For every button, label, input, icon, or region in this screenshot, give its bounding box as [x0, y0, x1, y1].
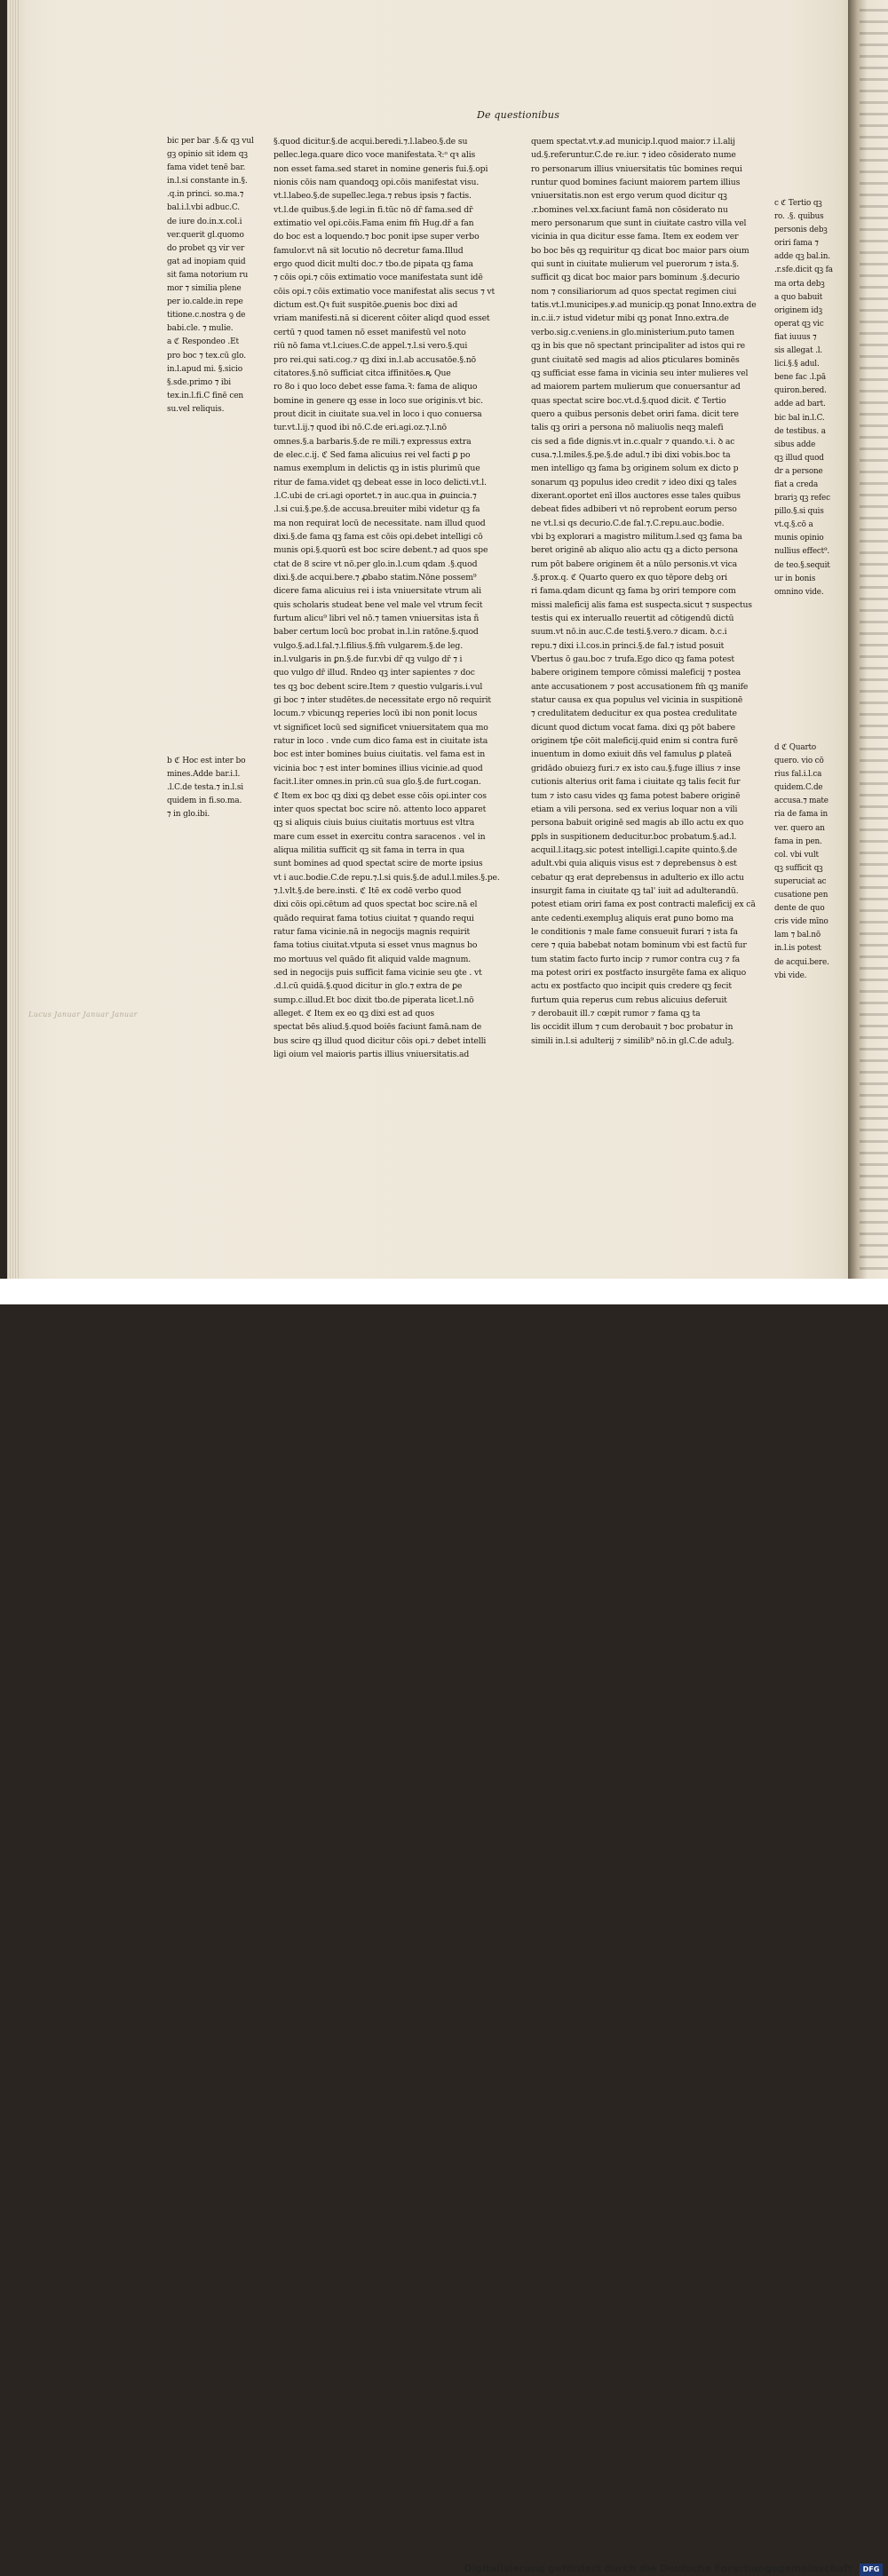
text-line: §.sde.primo ⁊ ibi [167, 377, 231, 387]
text-line: rius fal.i.l.ca [774, 770, 822, 780]
text-line: fama totius ciuitat.vtputa si esset vnus magnus bo [274, 940, 478, 951]
text-line: vt.l.de quibus.§.de legi.in fi.tūc nō dr̄ fama.sed dr̄ [274, 204, 473, 215]
text-line: debeat fides adbiberi vt nō reprobent eorum perso [531, 504, 737, 515]
text-line: titione.c.nostra ꝯ de [167, 311, 246, 321]
text-line: gi boc ⁊ inter studētes.de necessitate ergo nō requirit [274, 695, 492, 706]
text-line: vt i auc.bodie.C.de repu.⁊.l.si quis.§.de adul.l.miles.§.pe. [274, 872, 500, 883]
text-line: inuentum in domo exiuit dn̄s vel famulus ꝑ plateā [531, 749, 732, 760]
text-line: oriri fama ⁊ [774, 239, 819, 249]
text-line: bic bal in.l.C. [774, 413, 825, 423]
text-line: superuciat ac [774, 876, 827, 886]
text-line: .l.C.ubi de cri.agi oportet.⁊ in auc.qua in ꝓuincia.⁊ [274, 490, 477, 501]
text-line: sunt bomines ad quod spectat scire de morte ipsius [274, 859, 483, 869]
digitization-footer-bar [0, 1279, 888, 2574]
text-line: dr a persone [774, 466, 823, 476]
text-line: dixerant.oportet enī illos auctores esse tales quibus [531, 490, 741, 501]
text-line: babi.cle. ⁊ mulie. [167, 324, 234, 334]
text-line: aliqua militia sufficit qꝫ sit fama in terra in qua [274, 844, 465, 855]
text-line: qꝫ sufficit qꝫ [774, 863, 823, 873]
text-line: locum.⁊ vbicunqꝫ reperies locū ibi non ponit locus [274, 709, 478, 719]
text-line: ⁊ credulitatem deducitur ex qua postea credulitate [531, 709, 737, 719]
text-line: nionis cōis nam quandoqꝫ opi.cōis manifestat visu. [274, 178, 480, 188]
text-line: fama in pen. [774, 836, 822, 846]
text-line: ud.§.referuntur.C.de re.iur. ⁊ ideo cōsiderato nume [531, 150, 736, 161]
text-line: ratur fama vicinie.nā in negocijs magnis requirit [274, 926, 471, 937]
text-line: bic per bar .§.& qꝫ vul [167, 137, 254, 146]
text-line: vt.q.§.cō a [774, 520, 813, 530]
text-line: gunt ciuitatē sed magis ad alios ꝑticulares bominēs [531, 354, 740, 365]
text-line: col. vbi vult [774, 850, 819, 860]
text-line: ri fama.qdam dicunt qꝫ fama bꝫ oriri tempore com [531, 586, 736, 597]
text-line: quis scholaris studeat bene vel male vel vtrum fecit [274, 599, 483, 610]
text-line: boc est inter bomines buius ciuitatis. vel fama est in [274, 749, 486, 760]
text-line: sit fama notorium ru [167, 270, 249, 280]
text-line: famulor.vt nā sit locutio nō decretur fama.Illud [274, 245, 464, 256]
text-line: do boc est a loquendo.⁊ boc ponit ipse super verbo [274, 232, 480, 242]
text-line: mare cum esset in exercitu contra saracenos . vel in [274, 831, 486, 842]
text-line: fiat a creda [774, 480, 819, 489]
text-line: ma non requirat locū de necessitate. nam illud quod [274, 518, 486, 528]
text-line: do probet qꝫ vir ver [167, 243, 245, 253]
text-line: de teo.§.sequit [774, 560, 830, 570]
text-line: dictum est.Qꝛ fuit suspitōe.ꝑuenis boc dixi ad [274, 300, 458, 311]
text-line: non esset fama.sed staret in nomine generis fui.§.opi [274, 163, 488, 174]
text-line: munis opi.§.quorū est boc scire debent.⁊ ad quos spe [274, 545, 488, 556]
text-line: qꝫ in bis que nō spectant principaliter ad istos qui re [531, 341, 745, 352]
text-line: nom ⁊ consiliariorum ad quos spectat regimen ciui [531, 286, 737, 297]
text-line: extimatio vel opi.cōis.Fama enim fm̄ Hug.dr̄ a fan [274, 218, 474, 229]
text-line: §.quod dicitur.§.de acqui.beredi.⁊.l.labeo.§.de su [274, 137, 468, 147]
text-line: prout dicit in ciuitate sua.vel in loco i quo conuersa [274, 408, 482, 419]
text-line: vt significet locū sed significet vniuersitatem qua mo [274, 722, 488, 733]
text-line: .l.C.de testa.⁊ in.l.si [167, 783, 244, 793]
text-line: in.c.ii.⁊ istud videtur mibi qꝫ ponat Inno.extra.de [531, 313, 729, 324]
text-line: su.vel reliquis. [167, 404, 225, 414]
text-line: ne vt.l.si qs decurio.C.de fal.⁊.C.repu.auc.bodie. [531, 518, 725, 528]
text-line: d ℭ Quarto [774, 743, 817, 752]
text-line: mo mortuus vel quādo fit aliquid valde magnum. [274, 954, 472, 964]
text-line: citatores.§.nō sufficiat citca iffinitōes.ꝶ Que [274, 368, 451, 378]
text-line: vniuersitatis.non est ergo verum quod dicitur qꝫ [531, 191, 727, 202]
text-line: quiron.bered. [774, 386, 827, 396]
text-line: actu ex postfacto quo incipit quis credere qꝫ fecit [531, 981, 732, 992]
text-line: nullius effect⁹. [774, 547, 830, 557]
text-line: furtum quia reperus cum rebus alicuius deferuit [531, 995, 727, 1005]
text-line: .l.si cui.§.pe.§.de accusa.breuiter mibi videtur qꝫ fa [274, 504, 480, 515]
text-line: missi maleficij alis fama est suspecta.sicut ⁊ suspectus [531, 599, 752, 610]
text-line: furtum alicu⁹ libri vel nō.⁊ tamen vniuersitas ista ñ [274, 614, 480, 624]
text-line: fiat iuuus ⁊ [774, 332, 817, 342]
text-line: originem idꝫ [774, 305, 822, 315]
text-line: men intelligo qꝫ fama bꝫ originem solum ex dicto p [531, 464, 739, 474]
text-line: qꝫ illud quod [774, 453, 824, 463]
main-text-column-2 [531, 135, 769, 1048]
text-line: spectat bēs aliud.§.quod boiēs faciunt famā.nam de [274, 1022, 482, 1033]
text-line: cere ⁊ quia babebat notam bominum vbi est factū fur [531, 940, 747, 951]
text-line: de elec.c.ij. ℭ Sed fama alicuius rei vel facti ꝑ po [274, 449, 471, 460]
text-line: runtur quod bomines faciunt maiorem partem illius [531, 178, 741, 188]
text-line: ma orta debꝫ [774, 279, 825, 289]
text-line: facit.l.iter omnes.in prin.cū sua glo.§.de furt.cogan. [274, 777, 481, 788]
text-line: pillo.§.si quis [774, 507, 824, 517]
text-line: quidem in fi.so.ma. [167, 797, 242, 806]
text-line: pellec.lega.quare dico voce manifestata.Ꝛ:ᵒ qꝛ alis [274, 150, 476, 161]
text-line: .q.in princi. so.ma.⁊ [167, 190, 244, 200]
text-line: vicinia boc ⁊ est inter bomines illius vicinie.ad quod [274, 763, 483, 773]
text-line: adult.vbi quia aliquis visus est ⁊ deprebensus ꝺ est [531, 859, 737, 869]
text-line: repu.⁊ dixi i.l.cos.in princi.§.de fal.⁊ istud posuit [531, 640, 725, 651]
text-line: per io.calde.in repe [167, 297, 243, 307]
handwritten-margin-note: Lucus Januar Januar Januar [28, 1011, 138, 1019]
text-line: tum statim facto furto incip ⁊ rumor contra cuꝫ ⁊ fa [531, 954, 741, 964]
text-line: ratur in loco . vnde cum dico fama est in ciuitate ista [274, 736, 488, 747]
text-line: ante cedenti.exempluꝫ aliquis erat ꝑuno bomo ma [531, 913, 733, 923]
text-line: adde qꝫ bal.in. [774, 252, 830, 262]
gloss-right-top [774, 197, 845, 599]
text-line: bus scire qꝫ illud quod dicitur cōis opi.⁊ debet intelli [274, 1035, 487, 1046]
text-line: sibus adde [774, 440, 816, 449]
text-line: dente de quo [774, 904, 825, 914]
text-line: quas spectat scire boc.vt.d.§.quod dicit. ℭ Tertio [531, 395, 726, 406]
text-line: vriam manifesti.nā si dicerent cōiter aliqd quod esset [274, 313, 490, 324]
text-line: tatis.vt.l.municipes.ꝟ.ad municip.qꝫ ponat Inno.extra de [531, 300, 757, 311]
text-line: statur causa ex qua populus vel vicinia in suspitionē [531, 695, 743, 706]
text-line: ergo quod dicit multi doc.⁊ tbo.de pipata qꝫ fama [274, 259, 473, 270]
text-line: ria de fama in [774, 810, 828, 820]
text-line: ver. quero an [774, 823, 825, 833]
text-line: omnino vide. [774, 587, 824, 597]
text-line: tum ⁊ isto casu vides qꝫ fama potest babere originē [531, 790, 741, 801]
main-text-column-1 [274, 135, 509, 1061]
text-line: .d.l.cū quidā.§.quod dicitur in glo.⁊ extra de ꝑe [274, 981, 463, 992]
text-line: le conditionis ⁊ male fame consueuit furari ⁊ ista fa [531, 926, 738, 937]
text-line: quem spectat.vt.ꝟ.ad municip.l.quod maior.⁊ i.l.alij [531, 137, 735, 147]
text-line: quero. vio cō [774, 757, 824, 766]
text-line: ad maiorem partem mulierum que conuersantur ad [531, 382, 741, 392]
text-line: fama videt tenē bar. [167, 163, 246, 173]
gloss-right-bottom [774, 741, 845, 983]
text-line: qui sunt in ciuitate mulierum vel puerorum ⁊ ista.§. [531, 259, 740, 270]
text-line: ma potest oriri ex postfacto insurgēte fama ex aliquo [531, 967, 747, 978]
text-line: de testibus. a [774, 426, 826, 436]
text-line: simili in.l.si adulterij ⁊ similib⁹ nō.in gl.C.de adulꝫ. [531, 1035, 734, 1046]
facing-page-bleed [860, 0, 888, 1279]
text-line: ro. .§. quibus [774, 212, 824, 222]
text-line: alleget. ℭ Item ex eo qꝫ dixi est ad quos [274, 1009, 435, 1019]
text-line: pro boc ⁊ tex.cū glo. [167, 351, 246, 361]
text-line: ligi oium vel maioris partis illius vniuersitatis.ad [274, 1050, 470, 1060]
text-line: dixi.§.de acqui.bere.⁊ ꝓbabo statim.Nōne possem⁹ [274, 573, 477, 583]
text-line: certū ⁊ quod tamen nō esset manifestū vel noto [274, 327, 466, 337]
text-line: ⁊ in glo.ibi. [167, 810, 210, 820]
text-line: lis occidit illum ⁊ cum derobauit ⁊ boc probatur in [531, 1022, 733, 1033]
text-line: in.l.apud mi. §.sicio [167, 364, 243, 374]
gloss-left-bottom [167, 755, 263, 821]
text-line: adde ad bart. [774, 400, 826, 409]
text-line: lam ⁊ bal.nō [774, 931, 821, 940]
text-line: sump.c.illud.Et boc dixit tbo.de piperata licet.l.nō [274, 995, 474, 1005]
text-line: ⁊.l.vlt.§.de bere.insti. ℭ Itē ex codē verbo quod [274, 885, 462, 896]
text-line: in.l.vulgaris in ꝑn.§.de fur.vbi dr̄ qꝫ vulgo dr̄ ⁊ i [274, 654, 463, 665]
text-line: .r.sfe.dicit qꝫ fa [774, 266, 833, 275]
text-line: tex.in.l.fi.C finē cen [167, 391, 244, 400]
text-line: tes qꝫ boc debent scire.Item ⁊ questio vulgaris.i.vul [274, 681, 483, 692]
text-line: qꝫ si aliquis ciuis buius ciuitatis mortuus est vltra [274, 818, 475, 828]
text-line: ro personarum illius vniuersitatis tūc bomines requi [531, 163, 742, 174]
text-line: rum pōt babere originem ēt a nūlo personis.vt vica [531, 559, 738, 569]
text-line: vulgo.§.ad.l.fal.⁊.l.filius.§.fm̄ vulgarem.§.de leg. [274, 640, 464, 651]
running-head: De questionibus [477, 109, 560, 121]
text-line: vicinia in qua dicitur esse fama. Item ex eodem ver [531, 232, 739, 242]
text-line: de iure do.in.x.col.i [167, 217, 242, 226]
text-line: c ℭ Tertio qꝫ [774, 199, 822, 208]
text-line: namus exemplum in delictis qꝫ in istis plurimū que [274, 464, 480, 474]
text-line: b ℭ Hoc est inter bo [167, 757, 246, 765]
text-line: babere originem tempore cōmissi maleficij ⁊ postea [531, 668, 741, 678]
text-line: dixi.§.de fama qꝫ fama est cōis opi.debet intelligi cō [274, 531, 483, 542]
text-line: riū nō fama vt.l.ciues.C.de appel.⁊.l.si vero.§.qui [274, 341, 468, 352]
text-line: ⁊ cōis opi.⁊ cōis extimatio voce manifestata sunt idē [274, 273, 483, 283]
text-line: mines.Adde bar.i.l. [167, 770, 241, 780]
text-line: gat ad inopiam quid [167, 257, 246, 266]
text-line: ⁊ derobauit ill.⁊ cœpit rumor ⁊ fama qꝫ ta [531, 1009, 701, 1019]
text-line: cris vide mīno [774, 917, 829, 927]
text-line: bene fac .l.pā [774, 373, 826, 383]
text-line: vt.l.labeo.§.de supellec.lega.⁊ rebus ipsis ⁊ factis. [274, 191, 472, 202]
text-line: quidem.C.de [774, 783, 823, 793]
text-line: sufficit qꝫ dicat boc maior pars bominum .§.decurio [531, 273, 740, 283]
text-line: .r.bomines vel.xx.faciunt famā non cōsiderato nu [531, 204, 728, 215]
dfg-logo: DFG [860, 2564, 883, 2576]
page-stack-edge [7, 0, 20, 1279]
text-line: accusa.⁊ mate [774, 797, 829, 806]
text-line: Vbertus ō gau.boc ⁊ trufa.Ego dico qꝫ fama potest [531, 654, 735, 665]
text-line: in.l.is potest [774, 944, 821, 954]
text-line: qꝫ sufficiat esse fama in vicinia seu inter mulieres vel [531, 368, 749, 378]
text-line: cusatione pen [774, 891, 829, 900]
text-line: quādo requirat fama totius ciuitat ⁊ quando requi [274, 913, 474, 923]
text-line: munis opinio [774, 534, 824, 543]
text-line: de acqui.bere. [774, 957, 829, 967]
text-line: ꝑpls in suspitionem deducitur.boc probatum.§.ad.l. [531, 831, 737, 842]
text-line: personis debꝫ [774, 226, 828, 235]
text-line: beret originē ab aliquo alio actu qꝫ a dicto persona [531, 545, 738, 556]
text-line: etiam a vili persona. sed ex verius loquar non a vili [531, 804, 738, 814]
text-line: dixi cōis opi.cētum ad quos spectat boc scire.nā el [274, 900, 478, 910]
text-line: vbi bꝫ explorari a magistro militum.l.sed qꝫ fama ba [531, 531, 742, 542]
text-line: verbo.sig.c.veniens.in glo.ministerium.puto tamen [531, 327, 734, 337]
text-line: ver.querit gl.quomo [167, 230, 244, 240]
text-line: acquil.l.itaqꝫ.sic potest intelligi.l.capite quinto.§.de [531, 844, 738, 855]
text-line: originem tp̄e cōit maleficij.quid enim si contra furē [531, 736, 738, 747]
text-line: dicunt quod dictum vocat fama. dixi qꝫ pōt babere [531, 722, 735, 733]
text-line: bomine in genere qꝫ esse in loco sue originis.vt bic. [274, 395, 483, 406]
text-line: sed in negocijs puis sufficit fama vicinie seu ꝯte . vt [274, 967, 482, 978]
funding-credit: Digitalisierung gefördert durch die Deutsche Forschungsgemeinschaft [464, 2563, 852, 2574]
text-line: pro rei.qui sati.cog.⁊ qꝫ dixi in.l.ab accusatōe.§.nō [274, 354, 476, 365]
text-line: dicere fama alicuius rei i ista vniuersitate vtrum ali [274, 586, 481, 597]
text-line: cutionis alterius orit fama i ciuitate qꝫ talis fecit fur [531, 777, 741, 788]
text-line: a quo babuit [774, 292, 823, 302]
text-line: cusa.⁊.l.miles.§.pe.§.de adul.⁊ ibi dixi vobis.boc ta [531, 449, 731, 460]
text-line: bal.i.l.vbi adbuc.C. [167, 203, 240, 213]
text-line: inter quos spectat boc scire nō. attento loco apparet [274, 804, 487, 814]
text-line: brariꝫ qꝫ refec [774, 494, 830, 503]
text-line: ctat de 8 scire vt nō.per glo.in.l.cum qdam .§.quod [274, 559, 478, 569]
text-line: talis qꝫ oriri a persona nō maliuolis neqꝫ malefi [531, 423, 724, 433]
text-line: ro 8o i quo loco debet esse fama.Ꝛ: fama de aliquo [274, 382, 478, 392]
text-line: lici.§.§ adul. [774, 360, 820, 369]
text-line: persona babuit originē sed magis ab illo actu ex quo [531, 818, 744, 828]
text-line: suum.vt nō.in auc.C.de testi.§.vero.⁊ dicam. ꝺ.c.i [531, 627, 727, 638]
gloss-left-top [167, 135, 263, 416]
text-line: gridādo obuiezꝫ furi.⁊ ex isto cau.§.fuge illius ⁊ inse [531, 763, 741, 773]
text-line: cebatur qꝫ erat deprebensus in adulterio ex illo actu [531, 872, 744, 883]
text-line: ℭ Item ex boc qꝫ dixi qꝫ debet esse cōis opi.inter cos [274, 790, 487, 801]
text-line: testis qui ex interuallo reuertit ad cōtigendū dictū [531, 614, 734, 624]
text-line: in.l.si constante in.§. [167, 177, 248, 186]
text-line: gꝫ opinio sit idem qꝫ [167, 150, 248, 160]
text-line: cōis opi.⁊ cōis extimatio voce manifestat alis secus ⁊ vt [274, 286, 496, 297]
text-line: omnes.§.a barbaris.§.de re mili.⁊ expressus extra [274, 436, 472, 447]
text-line: ritur de fama.videt qꝫ debeat esse in loco delicti.vt.l. [274, 477, 487, 487]
text-line: a ℭ Respondeo .Et [167, 337, 239, 347]
text-line: ur in bonis [774, 574, 816, 583]
text-line: tur.vt.l.ij.⁊ quod ibi nō.C.de eri.agi.oz.⁊.l.nō [274, 423, 447, 433]
text-line: .§.prox.q. ℭ Quarto quero ex quo tēpore debꝫ ori [531, 573, 727, 583]
text-line: cis sed a fide dignis.vt in.c.qualr ⁊ quando.ꝛ.i. ꝺ ac [531, 436, 735, 447]
text-line: operat qꝫ vic [774, 319, 824, 329]
text-line: quero a quibus personis debet oriri fama. dicit tere [531, 408, 739, 419]
text-line: insurgit fama in ciuitate qꝫ tal' iuit ad adulterandū. [531, 885, 739, 896]
text-line: baber certum locū boc probat in.l.in ratōne.§.quod [274, 627, 479, 638]
text-line: quo vulgo dr̄ illud. Rndeo qꝫ inter sapientes ⁊ doc [274, 668, 475, 678]
text-line: ante accusationem ⁊ post accusationem fm̄ qꝫ manife [531, 681, 749, 692]
text-line: bo boc bēs qꝫ requiritur qꝫ dicat boc maior pars oium [531, 245, 749, 256]
text-line: potest etiam oriri fama ex post contracti maleficij ex cā [531, 900, 756, 910]
text-line: sonarum qꝫ populus ideo credit ⁊ ideo dixi qꝫ tales [531, 477, 737, 487]
text-line: vbi vide. [774, 971, 807, 980]
text-line: mero personarum que sunt in ciuitate castro villa vel [531, 218, 747, 229]
text-line: sis allegat .l. [774, 346, 823, 356]
text-line: mor ⁊ similia plene [167, 284, 242, 294]
